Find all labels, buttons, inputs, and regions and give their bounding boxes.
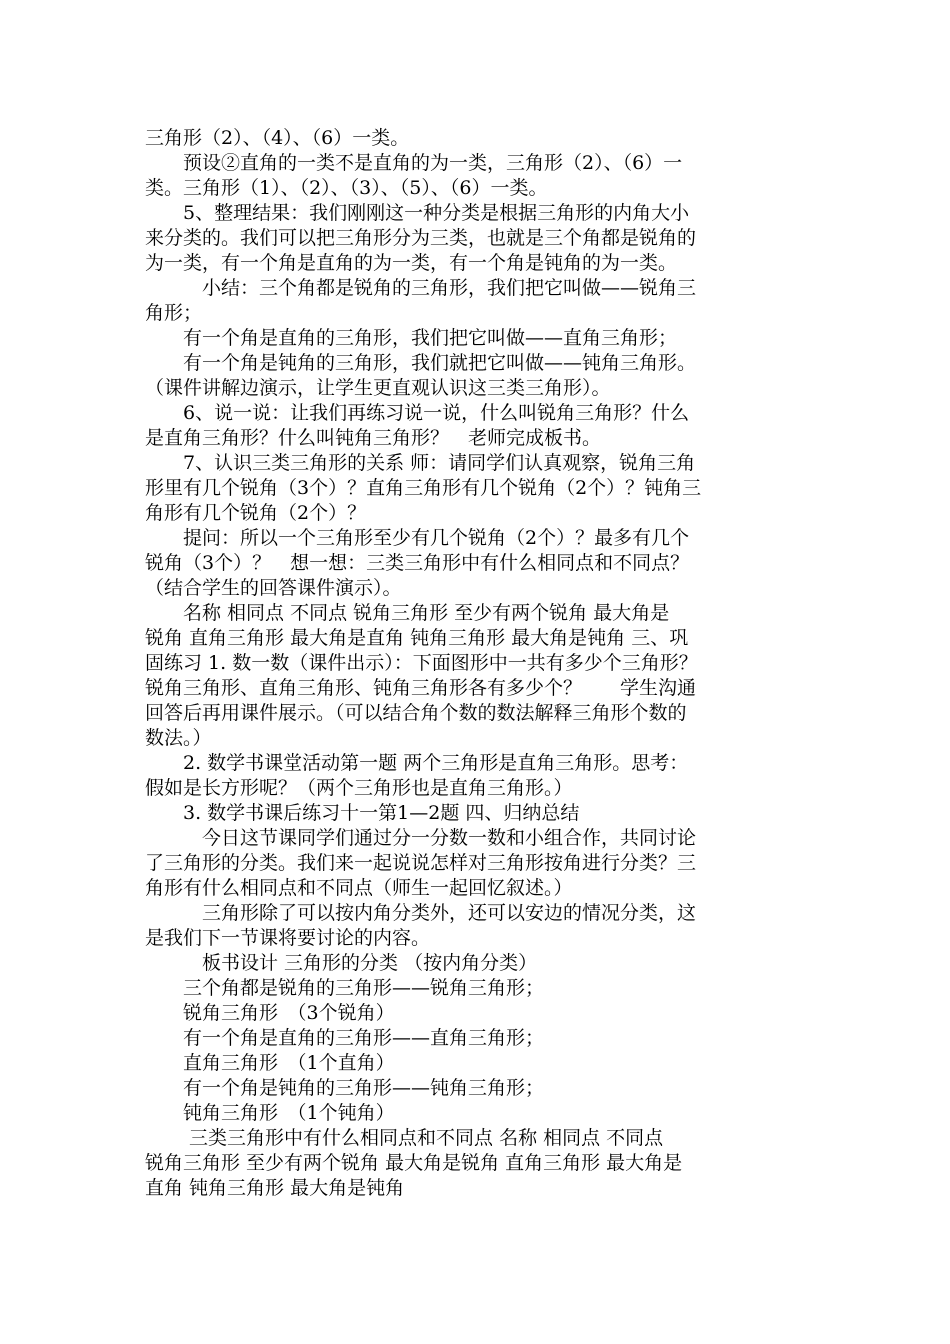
text-line: 锐角三角形、直角三角形、钝角三角形各有多少个？ 学生沟通	[145, 677, 697, 699]
text-line: 三类三角形中有什么相同点和不同点 名称 相同点 不同点	[145, 1127, 664, 1149]
text-line: 锐角三角形 （3个锐角）	[145, 1002, 395, 1024]
text-line: 来分类的。我们可以把三角形分为三类，也就是三个角都是锐角的	[145, 227, 697, 249]
text-line: 回答后再用课件展示。（可以结合角个数的数法解释三角形个数的	[145, 702, 687, 724]
text-line: 提问：所以一个三角形至少有几个锐角（2个）？最多有几个	[145, 527, 690, 549]
text-line: 3. 数学书课后练习十一第1—2题 四、归纳总结	[145, 802, 580, 824]
text-line: 有一个角是钝角的三角形——钝角三角形；	[145, 1077, 545, 1099]
text-line: 锐角三角形 至少有两个锐角 最大角是锐角 直角三角形 最大角是	[145, 1152, 683, 1174]
text-line: 直角 钝角三角形 最大角是钝角	[145, 1177, 405, 1199]
text-line: 7、认识三类三角形的关系 师：请同学们认真观察，锐角三角	[145, 452, 696, 474]
text-line: 6、说一说：让我们再练习说一说，什么叫锐角三角形？什么	[145, 402, 690, 424]
text-line: 类。三角形（1）、（2）、（3）、（5）、（6）一类。	[145, 177, 548, 199]
text-line: （结合学生的回答课件演示）。	[145, 577, 402, 599]
text-line: 角形有几个锐角（2个）？	[145, 502, 367, 524]
text-line: 三角形除了可以按内角分类外，还可以安边的情况分类，这	[145, 902, 697, 924]
text-line: 5、整理结果：我们刚刚这一种分类是根据三角形的内角大小	[145, 202, 690, 224]
text-line: 是直角三角形？什么叫钝角三角形？ 老师完成板书。	[145, 427, 602, 449]
text-line: 预设②直角的一类不是直角的为一类，三角形（2）、（6）一	[145, 152, 683, 174]
text-line: 为一类，有一个角是直角的为一类，有一个角是钝角的为一类。	[145, 252, 678, 274]
text-line: 形里有几个锐角（3个）？直角三角形有几个锐角（2个）？钝角三	[145, 477, 702, 499]
text-line: （课件讲解边演示，让学生更直观认识这三类三角形）。	[145, 377, 611, 399]
text-line: 有一个角是钝角的三角形，我们就把它叫做——钝角三角形。	[145, 352, 697, 374]
text-line: 2. 数学书课堂活动第一题 两个三角形是直角三角形。思考：	[145, 752, 689, 774]
text-line: 数法。）	[145, 727, 212, 749]
text-line: 今日这节课同学们通过分一分数一数和小组合作，共同讨论	[145, 827, 697, 849]
text-line: 有一个角是直角的三角形——直角三角形；	[145, 1027, 545, 1049]
text-line: 小结：三个角都是锐角的三角形，我们把它叫做——锐角三	[145, 277, 697, 299]
text-line: 有一个角是直角的三角形，我们把它叫做——直角三角形；	[145, 327, 678, 349]
text-line: 三角形（2）、（4）、（6）一类。	[145, 127, 410, 149]
text-line: 假如是长方形呢？（两个三角形也是直角三角形。）	[145, 777, 573, 799]
text-line: 角形有什么相同点和不同点（师生一起回忆叙述。）	[145, 877, 573, 899]
text-line: 角形；	[145, 302, 203, 324]
text-line: 板书设计 三角形的分类 （按内角分类）	[145, 952, 538, 974]
text-line: 名称 相同点 不同点 锐角三角形 至少有两个锐角 最大角是	[145, 602, 670, 624]
text-line: 了三角形的分类。我们来一起说说怎样对三角形按角进行分类？三	[145, 852, 697, 874]
text-line: 是我们下一节课将要讨论的内容。	[145, 927, 431, 949]
text-line: 固练习 1. 数一数（课件出示）：下面图形中一共有多少个三角形？	[145, 652, 698, 674]
text-line: 三个角都是锐角的三角形——锐角三角形；	[145, 977, 545, 999]
text-line: 锐角 直角三角形 最大角是直角 钝角三角形 最大角是钝角 三、巩	[145, 627, 689, 649]
text-line: 直角三角形 （1个直角）	[145, 1052, 395, 1074]
text-line: 锐角（3个）？ 想一想：三类三角形中有什么相同点和不同点？	[145, 552, 690, 574]
text-line: 钝角三角形 （1个钝角）	[145, 1102, 395, 1124]
